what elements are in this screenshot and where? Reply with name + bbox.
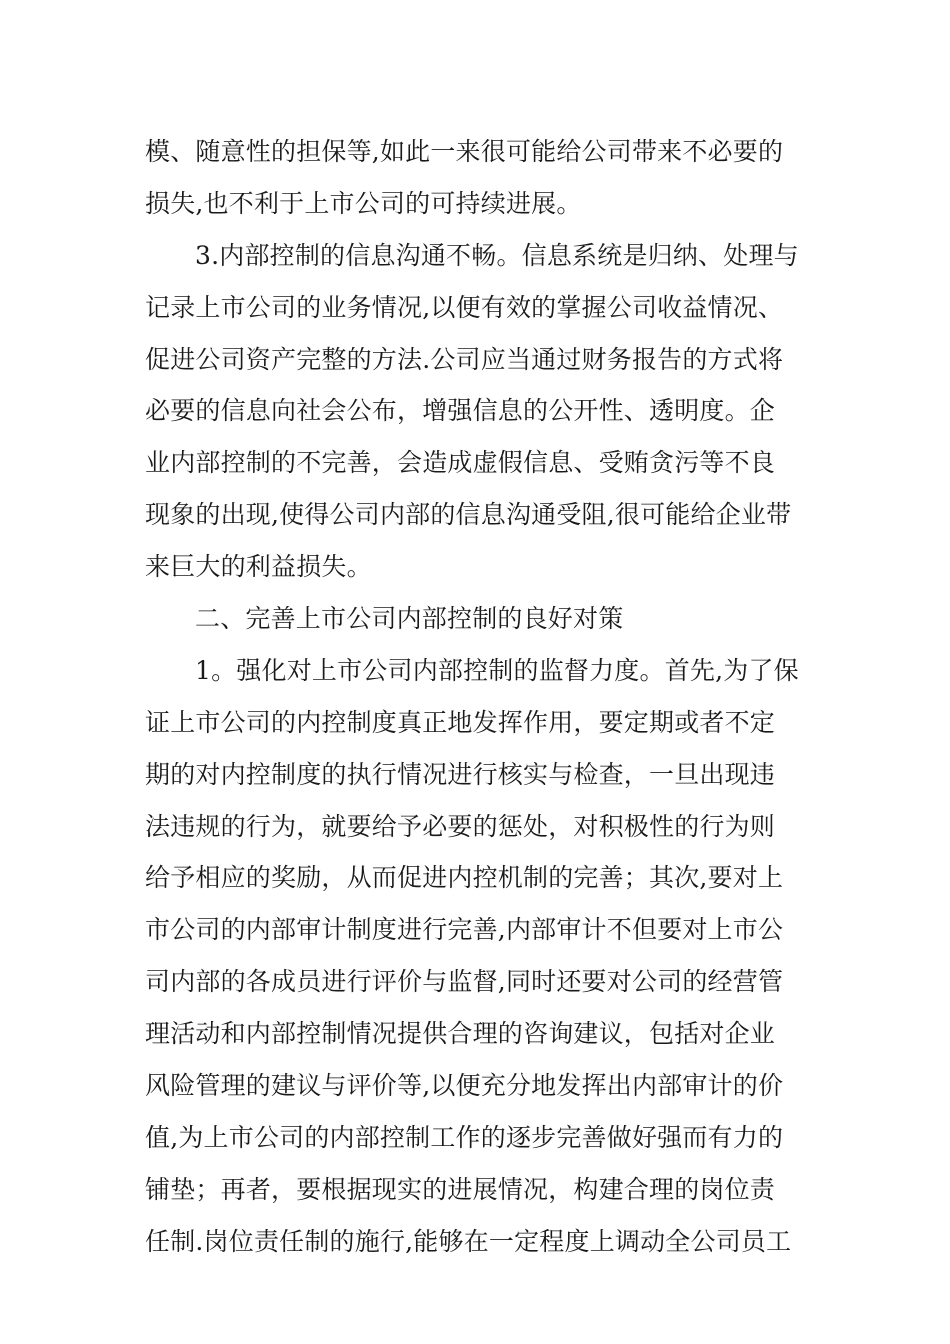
text-line: 损失,也不利于上市公司的可持续进展。 <box>145 188 582 218</box>
document-body <box>145 126 805 1268</box>
paragraph-start-line: 1。强化对上市公司内部控制的监督力度。首先,为了保 <box>195 655 799 685</box>
text-line: 期的对内控制度的执行情况进行核实与检查，一旦出现违 <box>145 759 776 789</box>
text-line: 市公司的内部审计制度进行完善,内部审计不但要对上市公 <box>145 915 784 945</box>
paragraph-start-line: 3.内部控制的信息沟通不畅。信息系统是归纳、处理与 <box>195 240 799 270</box>
text-line: 必要的信息向社会公布，增强信息的公开性、透明度。企 <box>145 396 776 426</box>
text-line: 铺垫；再者，要根据现实的进展情况，构建合理的岗位责 <box>145 1174 776 1204</box>
text-line: 现象的出现,使得公司内部的信息沟通受阻,很可能给企业带 <box>145 500 792 530</box>
text-line: 给予相应的奖励，从而促进内控机制的完善；其次,要对上 <box>145 863 784 893</box>
text-line: 来巨大的利益损失。 <box>145 552 372 582</box>
text-line: 促进公司资产完整的方法.公司应当通过财务报告的方式将 <box>145 344 784 374</box>
section-heading: 二、完善上市公司内部控制的良好对策 <box>195 604 624 634</box>
text-line: 法违规的行为，就要给予必要的惩处，对积极性的行为则 <box>145 811 776 841</box>
text-line: 模、随意性的担保等,如此一来很可能给公司带来不必要的 <box>145 137 784 166</box>
text-line: 业内部控制的不完善，会造成虚假信息、受贿贪污等不良 <box>145 448 776 478</box>
text-line: 值,为上市公司的内部控制工作的逐步完善做好强而有力的 <box>145 1122 784 1152</box>
text-line: 司内部的各成员进行评价与监督,同时还要对公司的经营管 <box>145 967 784 997</box>
text-line: 理活动和内部控制情况提供合理的咨询建议，包括对企业 <box>145 1019 776 1049</box>
text-line: 证上市公司的内控制度真正地发挥作用，要定期或者不定 <box>145 707 776 737</box>
text-line: 记录上市公司的业务情况,以便有效的掌握公司收益情况、 <box>145 292 784 322</box>
text-line: 任制.岗位责任制的施行,能够在一定程度上调动全公司员工 <box>145 1226 792 1256</box>
text-line: 风险管理的建议与评价等,以便充分地发挥出内部审计的价 <box>145 1071 784 1101</box>
